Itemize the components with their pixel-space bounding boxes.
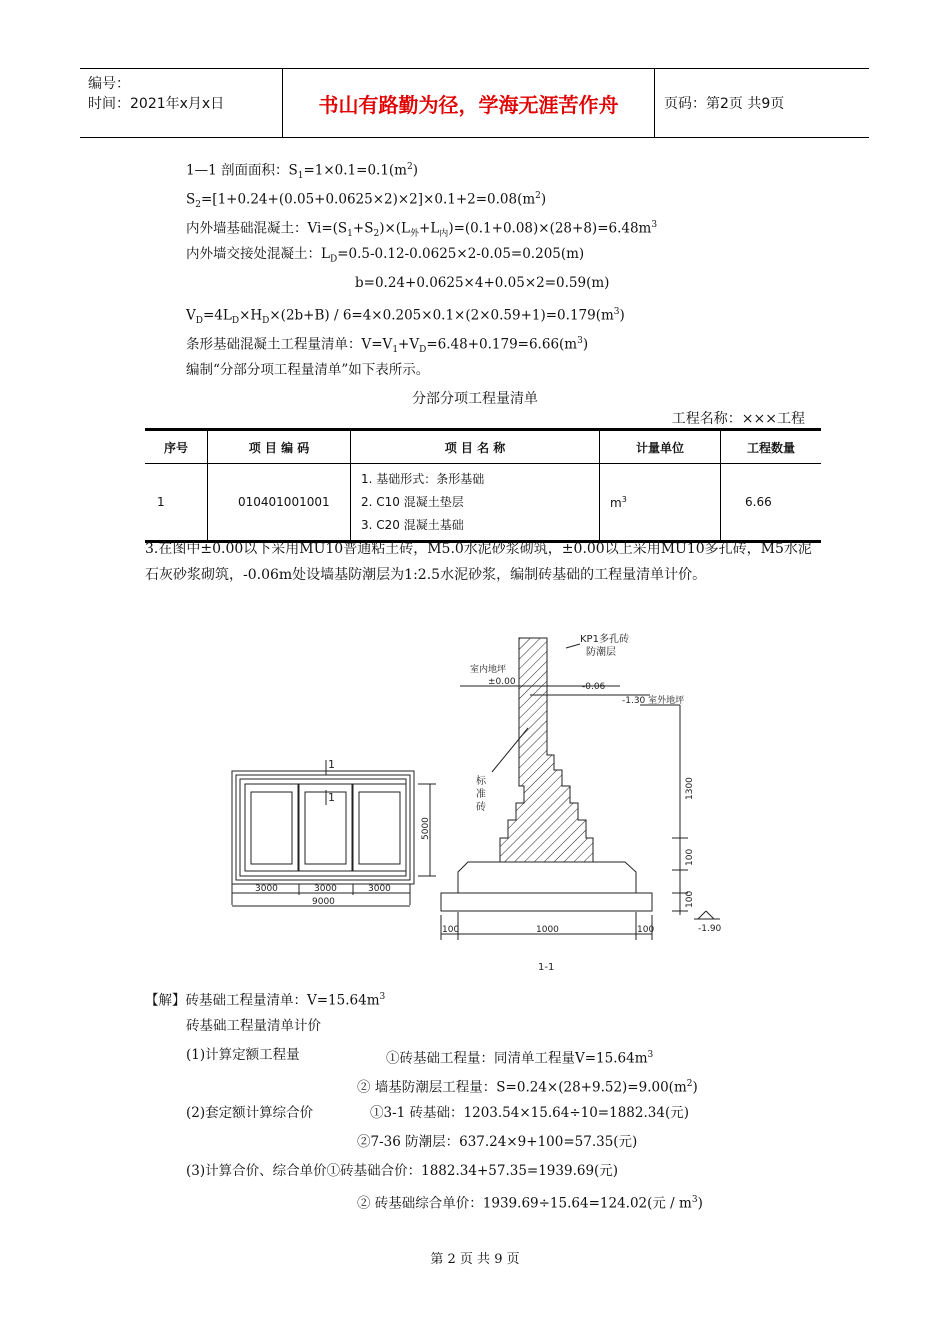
quantity-table [145, 428, 821, 543]
item-1: 1. 基础形式：条形基础 [361, 471, 485, 486]
col-header-unit: 计量单位 [600, 430, 721, 464]
project-name: 工程名称：×××工程 [671, 411, 805, 427]
date-label: 时间：2021年x月x日 [88, 96, 225, 112]
col-header-qty: 工程数量 [721, 430, 822, 464]
label-std-1: 标 [476, 776, 486, 787]
label-outdoor: -1.30 室外地坪 [622, 696, 685, 706]
label-std-3: 砖 [476, 802, 486, 813]
calc-line-4: 内外墙交接处混凝土：$L_D=0.5-0.12-0.0625\times 2-0.05=0.205(m)$ [186, 246, 585, 265]
plan-dim-3000-c: 3000 [368, 884, 391, 894]
calc-line-2: $S_2=[1+0.24+(0.05+0.0625\times 2)\times 2]\times 0.1+2=0.08(m^2)$ [186, 191, 547, 211]
label-zero: ±0.00 [488, 677, 516, 687]
col-header-no: 序号 [145, 430, 208, 464]
solution-line-2: 砖基础工程量清单计价 [186, 1018, 321, 1034]
label-m006: -0.06 [582, 682, 606, 692]
label-std-2: 准 [476, 789, 486, 800]
solution-line-5a: (2)套定额计算综合价 [186, 1105, 314, 1121]
cell-qty: 6.66 [721, 464, 822, 542]
solution-line-4: ② 墙基防潮层工程量：$S=0.24\times(28+9.52)=9.00(m^2)$ [357, 1079, 698, 1096]
cell-code: 010401001001 [208, 464, 351, 542]
sec-dim-100-b: 100 [685, 890, 695, 908]
solution-line-6: ②7-36 防潮层：637.24×9+100=57.35(元) [357, 1134, 638, 1150]
label-dcc: 防潮层 [586, 647, 616, 658]
plan-mark-1-top: 1 [328, 758, 335, 771]
cell-no: 1 [145, 464, 208, 542]
calc-line-6: $V_D=4L_D\times H_D\times(2b+B) / 6=4\times 0.205\times 0.1\times(2\times 0.59+1)=0.179(m^3)$ [186, 307, 625, 327]
col-header-name: 项 目 名 称 [351, 430, 600, 464]
plan-mark-1-bottom: 1 [328, 791, 335, 804]
sec-dim-100-a: 100 [685, 848, 695, 866]
label-indoor: 室内地坪 [470, 665, 507, 675]
plan-dim-5000: 5000 [421, 817, 431, 840]
item-3: 3. C20 混凝土基础 [361, 517, 464, 532]
solution-line-3a: (1)计算定额工程量 [186, 1047, 300, 1063]
problem-text: 3.在图中±0.00以下采用MU10普通粘土砖，M5.0水泥砂浆砌筑，±0.00以上采用MU10多孔砖，M5水泥石灰砂浆砌筑，-0.06m处设墙基防潮层为1:2.5水泥砂浆，编制砖基础的工程量清单计价。 [145, 541, 812, 583]
solution-line-8: ② 砖基础综合单价：1939.69÷15.64=124.02(元 / $m^3$) [357, 1195, 703, 1212]
label-m190: -1.90 [698, 924, 722, 934]
calc-line-1: 1—1 剖面面积：$S_1=1\times 0.1=0.1(m^2)$ [186, 162, 418, 182]
table-row [145, 464, 821, 542]
plan-dim-3000-b: 3000 [314, 884, 337, 894]
sec-dim-100-left: 100 [442, 925, 460, 935]
sec-dim-100-right: 100 [637, 925, 655, 935]
item-2: 2. C10 混凝土垫层 [361, 494, 464, 509]
sec-dim-1300: 1300 [685, 777, 695, 800]
plan-dim-9000: 9000 [312, 897, 335, 907]
solution-line-5b: ①3-1 砖基础：1203.54×15.64÷10=1882.34(元) [370, 1105, 689, 1121]
header-meta [80, 69, 283, 137]
col-header-code: 项 目 编 码 [208, 430, 351, 464]
number-label: 编号： [88, 76, 130, 92]
header-motto: 书山有路勤为径，学海无涯苦作舟 [283, 69, 655, 137]
page-footer: 第 2 页 共 9 页 [430, 1252, 520, 1267]
calc-line-3: 内外墙基础混凝土：$Vi=(S_1+S_2)\times(L_外+L_内)=(0.1+0.08)\times(28+8)=6.48m^3$ [186, 220, 658, 240]
solution-line-3b: ①砖基础工程量：同清单工程量$V=15.64m^3$ [386, 1050, 654, 1067]
calc-line-8: 编制“分部分项工程量清单”如下表所示。 [186, 362, 430, 378]
header-page: 页码：第2页 共9页 [664, 96, 785, 112]
sec-dim-1000: 1000 [536, 925, 559, 935]
solution-line-1: 【解】砖基础工程量清单：$V=15.64m^3$ [145, 992, 386, 1009]
cell-unit: $m^3$ [600, 464, 721, 542]
table-header-row [145, 430, 821, 464]
calc-line-7: 条形基础混凝土工程量清单：$V=V_1+V_D=6.48+0.179=6.66(m^3)$ [186, 336, 589, 356]
section-caption: 1-1 [538, 962, 555, 973]
label-kp1: KP1多孔砖 [580, 634, 629, 645]
plan-dim-3000-a: 3000 [255, 884, 278, 894]
cell-name [351, 464, 600, 542]
solution-line-7: (3)计算合价、综合单价①砖基础合价：1882.34+57.35=1939.69(元) [186, 1163, 619, 1179]
foundation-figure [0, 620, 950, 980]
page-header [80, 68, 869, 138]
table-title: 分部分项工程量清单 [412, 391, 538, 407]
calc-line-5: b=0.24+0.0625×4+0.05×2=0.59(m) [355, 275, 610, 291]
